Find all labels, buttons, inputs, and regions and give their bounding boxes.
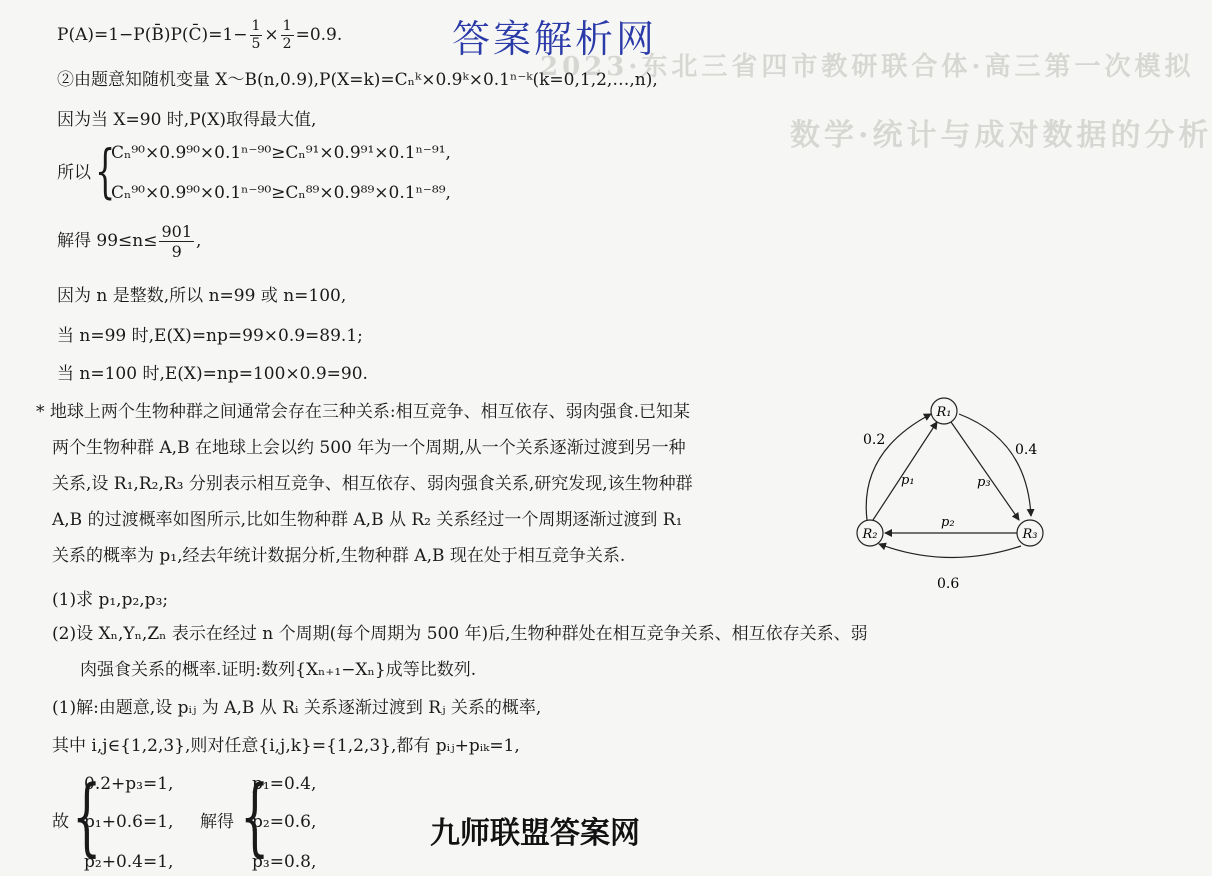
- line-integer-n: 因为 n 是整数,所以 n=99 或 n=100,: [57, 286, 347, 306]
- answer-3: p₃=0.8,: [252, 852, 317, 872]
- line-n-100: 当 n=100 时,E(X)=np=100×0.9=90.: [57, 364, 368, 384]
- arc-r2-to-r1: [866, 414, 931, 520]
- ghost-line-2: 数学·统计与成对数据的分析: [790, 118, 1212, 153]
- problem-line-5: 关系的概率为 p₁,经去年统计数据分析,生物种群 A,B 现在处于相互竞争关系.: [52, 546, 626, 566]
- line-solve-n: 解得 99≤n≤ $\frac{901}{9}$ ,: [57, 222, 202, 262]
- problem-line-2: 两个生物种群 A,B 在地球上会以约 500 年为一个周期,从一个关系逐渐过渡到另一种: [52, 438, 686, 458]
- brace-right: {: [240, 767, 270, 865]
- node-r1-label: R₁: [936, 405, 952, 420]
- fraction-901-9: $\frac{901}{9}$: [161, 222, 193, 262]
- label-right: 0.4: [1015, 442, 1038, 458]
- problem-line-4: A,B 的过渡概率如图所示,比如生物种群 A,B 从 R₂ 关系经过一个周期逐渐过渡到 R₁: [52, 510, 683, 530]
- line-max-value: 因为当 X=90 时,P(X)取得最大值,: [57, 110, 317, 130]
- equation-1: 0.2+p₃=1,: [84, 774, 174, 794]
- solution-line-1: (1)解:由题意,设 pᵢⱼ 为 A,B 从 Rᵢ 关系逐渐过渡到 Rⱼ 关系的概率,: [52, 698, 542, 718]
- watermark-bottom: 九师联盟答案网: [430, 816, 640, 851]
- transition-diagram: [845, 392, 1065, 592]
- brace-left: {: [72, 767, 102, 865]
- label-bottom: 0.6: [937, 576, 960, 592]
- arc-r3-to-r2: [879, 544, 1021, 558]
- inequality-a: Cₙ⁹⁰×0.9⁹⁰×0.1ⁿ⁻⁹⁰≥Cₙ⁹¹×0.9⁹¹×0.1ⁿ⁻⁹¹,: [111, 143, 451, 163]
- label-p1: p₁: [901, 473, 915, 488]
- node-r3-label: R₃: [1022, 527, 1038, 542]
- node-r2-label: R₂: [862, 527, 878, 542]
- fraction-1-2: $\frac{1}{2}$: [282, 18, 292, 52]
- equation-system: [52, 768, 392, 874]
- equation-3: p₂+0.4=1,: [84, 852, 174, 872]
- solve-label: 解得: [200, 812, 234, 832]
- system-prefix: 所以: [57, 163, 91, 183]
- label-p3: p₃: [977, 475, 991, 490]
- question-1: (1)求 p₁,p₂,p₃;: [52, 590, 169, 610]
- question-2-line-2: 肉强食关系的概率.证明:数列{Xₙ₊₁−Xₙ}成等比数列.: [80, 660, 477, 680]
- inequality-b: Cₙ⁹⁰×0.9⁹⁰×0.1ⁿ⁻⁹⁰≥Cₙ⁸⁹×0.9⁸⁹×0.1ⁿ⁻⁸⁹,: [111, 183, 451, 203]
- label-p2: p₂: [941, 515, 955, 530]
- ghost-line-1: 2023·东北三省四市教研联合体·高三第一次模拟: [540, 52, 1195, 82]
- line-n-99: 当 n=99 时,E(X)=np=99×0.9=89.1;: [57, 326, 363, 346]
- answer-2: p₂=0.6,: [252, 812, 317, 832]
- inequality-system: [57, 138, 657, 208]
- system-gu: 故: [52, 812, 69, 832]
- line-probability-a: P(A)=1−P(B̄)P(C̄)=1− $\frac{1}{5}$ × $\frac{1}{2}$ =0.9.: [57, 18, 343, 52]
- arc-r1-to-r3: [959, 414, 1031, 516]
- brace-symbol: {: [95, 137, 116, 205]
- edge-r1-to-r3: [951, 422, 1019, 520]
- answer-1: p₁=0.4,: [252, 774, 317, 794]
- question-2-line-1: (2)设 Xₙ,Yₙ,Zₙ 表示在经过 n 个周期(每个周期为 500 年)后,生物种群处在相互竞争关系、相互依存关系、弱: [52, 624, 868, 644]
- watermark-top: 答案解析网: [452, 17, 658, 61]
- line-binomial: ②由题意知随机变量 X～B(n,0.9),P(X=k)=Cₙᵏ×0.9ᵏ×0.1ⁿ⁻ᵏ(k=0,1,2,…,n),: [57, 70, 658, 90]
- solution-line-2: 其中 i,j∈{1,2,3},则对任意{i,j,k}={1,2,3},都有 pᵢⱼ+pᵢₖ=1,: [52, 736, 520, 756]
- problem-line-1: * 地球上两个生物种群之间通常会存在三种关系:相互竞争、相互依存、弱肉强食.已知某: [36, 402, 691, 422]
- problem-line-3: 关系,设 R₁,R₂,R₃ 分别表示相互竞争、相互依存、弱肉强食关系,研究发现,该生物种群: [52, 474, 693, 494]
- label-left: 0.2: [863, 432, 886, 448]
- fraction-1-5: $\frac{1}{5}$: [251, 18, 261, 52]
- equation-2: p₁+0.6=1,: [84, 812, 174, 832]
